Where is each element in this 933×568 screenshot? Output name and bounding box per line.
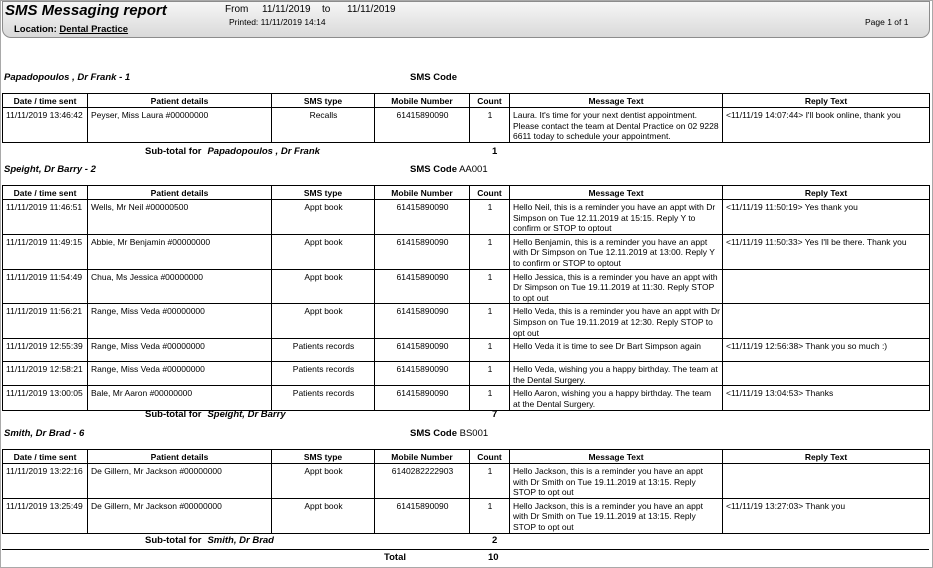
location-label: Location: — [14, 24, 57, 35]
message-cell: Hello Veda it is time to see Dr Bart Simpson again — [510, 339, 723, 362]
col-sms-type: SMS type — [272, 450, 375, 464]
date-cell: 11/11/2019 13:22:16 — [3, 464, 88, 499]
col-patient: Patient details — [88, 186, 272, 200]
printed-label: Printed: — [229, 17, 259, 27]
date-cell: 11/11/2019 12:55:39 — [3, 339, 88, 362]
to-label: to — [322, 4, 331, 15]
patient-cell: De Gillern, Mr Jackson #00000000 — [88, 464, 272, 499]
table-row — [3, 498, 930, 533]
subtotal-label: Sub-total for — [145, 409, 202, 420]
sms-code — [410, 428, 488, 439]
patient-cell: Abbie, Mr Benjamin #00000000 — [88, 234, 272, 269]
printed-value: 11/11/2019 14:14 — [260, 17, 326, 27]
patient-cell: Wells, Mr Neil #00000500 — [88, 200, 272, 235]
reply-cell — [723, 362, 930, 386]
count-cell: 1 — [470, 304, 510, 339]
sms-table — [2, 185, 930, 411]
total-rule — [2, 549, 929, 550]
sms-table — [2, 449, 930, 534]
reply-cell: <11/11/19 14:07:44> I'll book online, thank you — [723, 108, 930, 143]
subtotal-count: 2 — [492, 535, 498, 546]
mobile-cell: 61415890090 — [375, 234, 470, 269]
col-date: Date / time sent — [3, 450, 88, 464]
sms-type-cell: Recalls — [272, 108, 375, 143]
sms-code-label: SMS Code — [410, 428, 457, 439]
subtotal-name: Smith, Dr Brad — [207, 535, 274, 546]
table-row — [3, 339, 930, 362]
sms-code — [410, 164, 488, 175]
table-row — [3, 108, 930, 143]
col-date: Date / time sent — [3, 186, 88, 200]
table-header-row — [3, 186, 930, 200]
message-cell: Hello Veda, wishing you a happy birthday. The team at the Dental Surgery. — [510, 362, 723, 386]
count-cell: 1 — [470, 108, 510, 143]
message-cell: Laura. It's time for your next dentist appointment. Please contact the team at Dental Practice on 02 9228 6611 today to schedule your appointment. — [510, 108, 723, 143]
mobile-cell: 61415890090 — [375, 304, 470, 339]
sms-type-cell: Appt book — [272, 234, 375, 269]
col-mobile: Mobile Number — [375, 450, 470, 464]
table-row — [3, 234, 930, 269]
patient-cell: Range, Miss Veda #00000000 — [88, 339, 272, 362]
from-date: 11/11/2019 — [262, 4, 311, 15]
sms-type-cell: Appt book — [272, 464, 375, 499]
table-row — [3, 269, 930, 304]
sms-code-value: BS001 — [456, 428, 489, 439]
mobile-cell: 61415890090 — [375, 269, 470, 304]
count-cell: 1 — [470, 362, 510, 386]
col-sms-type: SMS type — [272, 94, 375, 108]
location — [14, 24, 128, 35]
message-cell: Hello Jackson, this is a reminder you have an appt with Dr Smith on Tue 19.11.2019 at 13:15. Reply STOP to opt out — [510, 498, 723, 533]
date-cell: 11/11/2019 13:46:42 — [3, 108, 88, 143]
mobile-cell: 6140282222903 — [375, 464, 470, 499]
patient-cell: Bale, Mr Aaron #00000000 — [88, 386, 272, 410]
table-header-row — [3, 94, 930, 108]
reply-cell: <11/11/19 11:50:19> Yes thank you — [723, 200, 930, 235]
col-message: Message Text — [510, 186, 723, 200]
reply-cell: <11/11/19 13:04:53> Thanks — [723, 386, 930, 410]
message-cell: Hello Aaron, wishing you a happy birthday. The team at the Dental Surgery. — [510, 386, 723, 410]
subtotal — [145, 535, 274, 546]
count-cell: 1 — [470, 498, 510, 533]
col-patient: Patient details — [88, 94, 272, 108]
mobile-cell: 61415890090 — [375, 386, 470, 410]
date-cell: 11/11/2019 11:56:21 — [3, 304, 88, 339]
count-cell: 1 — [470, 200, 510, 235]
sms-type-cell: Appt book — [272, 200, 375, 235]
col-sms-type: SMS type — [272, 186, 375, 200]
date-cell: 11/11/2019 11:54:49 — [3, 269, 88, 304]
location-link[interactable]: Dental Practice — [59, 24, 129, 35]
mobile-cell: 61415890090 — [375, 108, 470, 143]
reply-cell — [723, 304, 930, 339]
sms-code — [410, 72, 457, 83]
col-reply: Reply Text — [723, 186, 930, 200]
sms-code-label: SMS Code — [410, 164, 457, 175]
subtotal-count: 1 — [492, 146, 498, 157]
subtotal — [145, 409, 286, 420]
group-title: Smith, Dr Brad - 6 — [4, 428, 85, 439]
total-label: Total — [384, 552, 406, 563]
sms-type-cell: Patients records — [272, 362, 375, 386]
sms-code-label: SMS Code — [410, 72, 457, 83]
page-number: Page 1 of 1 — [865, 17, 909, 27]
col-count: Count — [470, 94, 510, 108]
total-count: 10 — [488, 552, 499, 563]
patient-cell: De Gillern, Mr Jackson #00000000 — [88, 498, 272, 533]
col-count: Count — [470, 186, 510, 200]
col-mobile: Mobile Number — [375, 186, 470, 200]
patient-cell: Range, Miss Veda #00000000 — [88, 362, 272, 386]
subtotal — [145, 146, 320, 157]
mobile-cell: 61415890090 — [375, 339, 470, 362]
reply-cell: <11/11/19 13:27:03> Thank you — [723, 498, 930, 533]
reply-cell: <11/11/19 12:56:38> Thank you so much :) — [723, 339, 930, 362]
sms-type-cell: Appt book — [272, 498, 375, 533]
table-row — [3, 362, 930, 386]
date-cell: 11/11/2019 11:49:15 — [3, 234, 88, 269]
sms-type-cell: Appt book — [272, 269, 375, 304]
col-mobile: Mobile Number — [375, 94, 470, 108]
col-count: Count — [470, 450, 510, 464]
subtotal-label: Sub-total for — [145, 535, 202, 546]
count-cell: 1 — [470, 339, 510, 362]
from-label: From — [225, 4, 249, 15]
date-cell: 11/11/2019 13:00:05 — [3, 386, 88, 410]
sms-code-value: AA001 — [456, 164, 488, 175]
message-cell: Hello Jackson, this is a reminder you have an appt with Dr Smith on Tue 19.11.2019 at 13:15. Reply STOP to opt out — [510, 464, 723, 499]
message-cell: Hello Jessica, this is a reminder you have an appt with Dr Simpson on Tue 19.11.2019 at 11:30. Reply STOP to opt out — [510, 269, 723, 304]
table-row — [3, 464, 930, 499]
message-cell: Hello Veda, this is a reminder you have an appt with Dr Simpson on Tue 19.11.2019 at 12:30. Reply STOP to opt out — [510, 304, 723, 339]
table-row — [3, 200, 930, 235]
col-message: Message Text — [510, 450, 723, 464]
table-row — [3, 304, 930, 339]
report-title: SMS Messaging report — [5, 2, 167, 19]
patient-cell: Chua, Ms Jessica #00000000 — [88, 269, 272, 304]
sms-type-cell: Appt book — [272, 304, 375, 339]
printed — [229, 17, 326, 27]
subtotal-name: Speight, Dr Barry — [207, 409, 286, 420]
mobile-cell: 61415890090 — [375, 498, 470, 533]
subtotal-label: Sub-total for — [145, 146, 202, 157]
message-cell: Hello Benjamin, this is a reminder you have an appt with Dr Simpson on Tue 12.11.2019 at 13:00. Reply Y to confirm or STOP to optout — [510, 234, 723, 269]
count-cell: 1 — [470, 464, 510, 499]
col-message: Message Text — [510, 94, 723, 108]
mobile-cell: 61415890090 — [375, 200, 470, 235]
reply-cell — [723, 464, 930, 499]
subtotal-name: Papadopoulos , Dr Frank — [207, 146, 320, 157]
report-header — [2, 1, 930, 38]
sms-type-cell: Patients records — [272, 339, 375, 362]
group-title: Papadopoulos , Dr Frank - 1 — [4, 72, 131, 83]
col-date: Date / time sent — [3, 94, 88, 108]
group-title: Speight, Dr Barry - 2 — [4, 164, 96, 175]
message-cell: Hello Neil, this is a reminder you have an appt with Dr Simpson on Tue 12.11.2019 at 15:15. Reply Y to confirm or STOP to optout — [510, 200, 723, 235]
patient-cell: Range, Miss Veda #00000000 — [88, 304, 272, 339]
date-cell: 11/11/2019 12:58:21 — [3, 362, 88, 386]
sms-table — [2, 93, 930, 143]
count-cell: 1 — [470, 269, 510, 304]
subtotal-count: 7 — [492, 409, 498, 420]
col-reply: Reply Text — [723, 94, 930, 108]
col-reply: Reply Text — [723, 450, 930, 464]
count-cell: 1 — [470, 386, 510, 410]
mobile-cell: 61415890090 — [375, 362, 470, 386]
table-header-row — [3, 450, 930, 464]
to-date: 11/11/2019 — [347, 4, 396, 15]
date-cell: 11/11/2019 11:46:51 — [3, 200, 88, 235]
sms-type-cell: Patients records — [272, 386, 375, 410]
count-cell: 1 — [470, 234, 510, 269]
reply-cell: <11/11/19 11:50:33> Yes I'll be there. Thank you — [723, 234, 930, 269]
table-row — [3, 386, 930, 410]
reply-cell — [723, 269, 930, 304]
patient-cell: Peyser, Miss Laura #00000000 — [88, 108, 272, 143]
date-cell: 11/11/2019 13:25:49 — [3, 498, 88, 533]
col-patient: Patient details — [88, 450, 272, 464]
